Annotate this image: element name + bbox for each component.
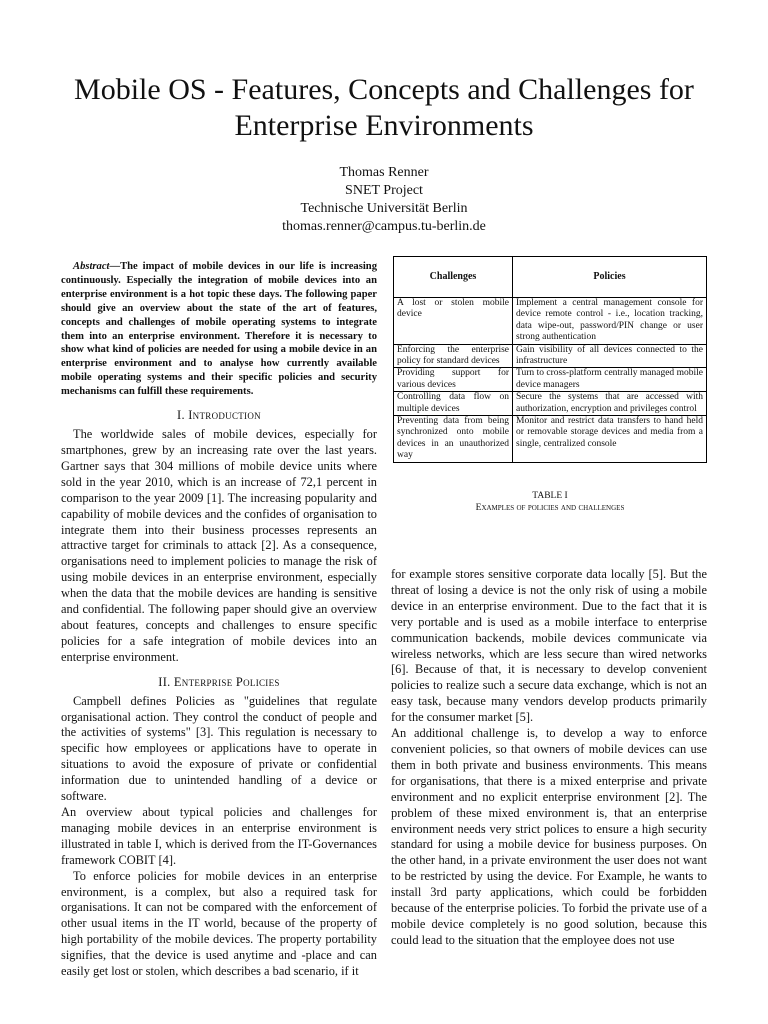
abstract [61, 260, 377, 399]
author-block [184, 164, 584, 236]
table-cell-challenge: Controlling data flow on multiple devices [394, 392, 513, 416]
table-cell-policy: Secure the systems that are accessed with authorization, encryption and privileges control [513, 392, 707, 416]
abstract-text: —The impact of mobile devices in our life is increasing continuously. Especially the integration of mobile devices into an enterprise environment is a hot topic these days. The following paper should give an overview about the state of the art of features, concepts and challenges of mobile operating systems to integrate them into an enterprise environment. Therefore it is necessary to show what kind of policies are needed for using a mobile device in an enterprise environment and to analyse how currently available mobile operating systems and their specific policies and security mechanisms can fulfill these requirements. [61, 261, 377, 398]
table-cell-challenge: Providing support for various devices [394, 368, 513, 392]
table-cell-policy: Implement a central management console for device remote control - i.e., location tracking, data wipe-out, password/PIN change or user strong authentication [513, 298, 707, 345]
section-heading-enterprise-policies: II. Enterprise Policies [158, 674, 280, 689]
author-email: thomas.renner@campus.tu-berlin.de [282, 219, 486, 234]
table-row [394, 392, 707, 416]
title-line-1: Mobile OS - Features, Concepts and Challenges for [74, 73, 694, 106]
table-row [394, 344, 707, 368]
left-column [61, 260, 377, 980]
table-row [394, 368, 707, 392]
paper-title [40, 72, 728, 144]
right-column [391, 567, 707, 949]
right-paragraph-2: An additional challenge is, to develop a way to enforce convenient policies, so that owners of mobile devices can use them in both private and business environments. This means for organisations, that there is a mixed enterprise and private environment and no explicit enterprise environment [2]. The problem of these mixed environment is, that an enterprise environment needs very strict polices to ensure a high security standard for using a mobile device for business purposes. On the other hand, in a private environment the user does not want to be restricted by using the device. For Example, he wants to install 3rd party applications, which could be forbidden because of the enterprise policies. To forbid the private use of a mobile device completely is no good solution, because this could lead to the situation that the employee does not use [391, 726, 707, 947]
table-row [394, 298, 707, 345]
table-cell-challenge: Enforcing the enterprise policy for standard devices [394, 344, 513, 368]
policies-paragraph-3: To enforce policies for mobile devices in an enterprise environment, is a complex, but also a required task for organisations. It can not be compared with the enforcement of other usual items in the IT world, because of the property of high portability of the mobile devices. The property portability signifies, that the device is used anytime and -place and can easily get lost or stolen, which describes a bad scenario, if it [61, 868, 377, 979]
table-cell-challenge: A lost or stolen mobile device [394, 298, 513, 345]
table-caption-label: TABLE I [532, 491, 568, 501]
section-heading-introduction: I. Introduction [177, 408, 261, 423]
policies-paragraph-2: An overview about typical policies and challenges for managing mobile devices in an enterprise environment is illustrated in table I, which is derived from the IT-Governances framework COBIT [4]. [61, 805, 377, 867]
right-paragraph-1: for example stores sensitive corporate data locally [5]. But the threat of losing a device is not the only risk of using a mobile device in an enterprise environment. Due to the fact that it is very portable and is used as a mobile interface to enterprise communication backends, mobile devices communicate via wireless networks, which are less secure than wired networks [6]. Because of that, it is necessary to develop convenient policies to realize such a secure data exchange, which is not an easy task, because many vendors develop products primarily for the consumer market [5]. [391, 567, 707, 725]
table-header-row [394, 257, 707, 298]
table-header-policies: Policies [513, 257, 707, 298]
author-affiliation-project: SNET Project [345, 183, 423, 198]
introduction-paragraph: The worldwide sales of mobile devices, especially for smartphones, grew by an increasing rate over the last years. Gartner says that 304 millions of mobile device units where sold in the year 2010, which is an increase of 72,1 percent in comparison to the year 2009 [1]. The increasing popularity and capability of mobile devices and the confides of organisation to integrate them into their business processes represents an attractive target for criminals to attack [2]. As a consequence, organisations need to implement policies to manage the risk of using mobile devices in an enterprise environment, especially when the data that the mobile devices are handing is sensitive and confidential. The following paper should give an overview about features, concepts and challenges to ensure specific policies for a safe integration of mobile devices into an enterprise environment. [61, 427, 377, 664]
table-cell-policy: Gain visibility of all devices connected to the infrastructure [513, 344, 707, 368]
abstract-lead: Abstract [73, 261, 110, 272]
table-header-challenges: Challenges [394, 257, 513, 298]
title-line-2: Enterprise Environments [234, 109, 534, 142]
policies-paragraph-1: Campbell defines Policies as "guidelines that regulate organisational action. They control the conduct of people and the activities of systems" [3]. This regulation is necessary to specific how employees or applications have to operate in situations to avoid the exposure of private or confidential information due to unintended handling of a device or software. [61, 693, 377, 804]
policies-table [393, 256, 707, 463]
author-affiliation-university: Technische Universität Berlin [300, 201, 468, 216]
table-cell-policy: Monitor and restrict data transfers to hand held or removable storage devices and media from a single, centralized console [513, 416, 707, 463]
author-name: Thomas Renner [339, 165, 429, 180]
table-row [394, 416, 707, 463]
table-cell-challenge: Preventing data from being synchronized onto mobile devices in an unauthorized way [394, 416, 513, 463]
table-caption [393, 490, 707, 514]
table-cell-policy: Turn to cross-platform centrally managed mobile device managers [513, 368, 707, 392]
table-caption-text: Examples of policies and challenges [475, 503, 625, 513]
